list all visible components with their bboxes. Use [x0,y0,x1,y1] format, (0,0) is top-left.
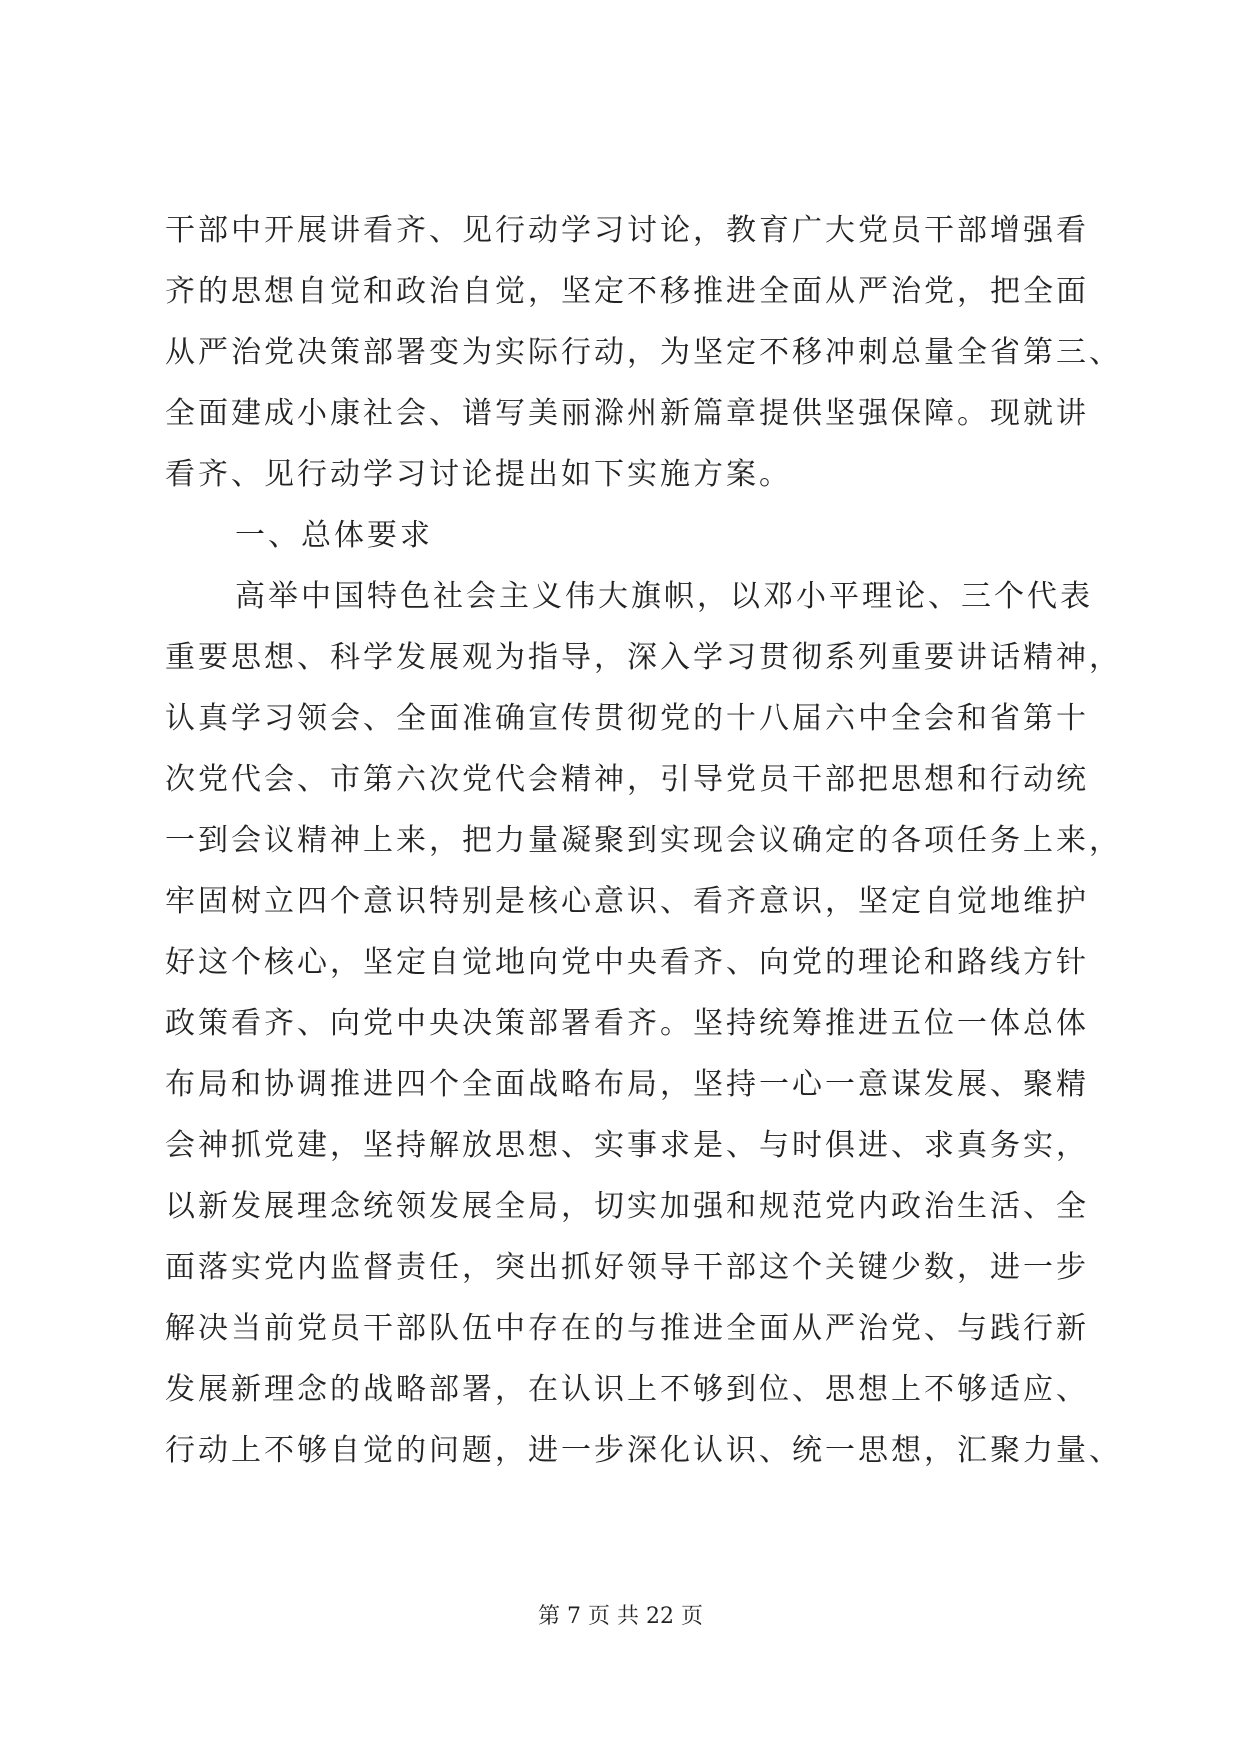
body-line-3: 从严治党决策部署变为实际行动，为坚定不移冲刺总量全省第三、 [165,335,1122,370]
body-line-9: 认真学习领会、全面准确宣传贯彻党的十八届六中全会和省第十 [165,701,1089,736]
body-line-7: 高举中国特色社会主义伟大旗帜，以邓小平理论、三个代表 [235,579,1093,614]
body-line-18: 面落实党内监督责任，突出抓好领导干部这个关键少数，进一步 [165,1250,1089,1285]
body-line-12: 牢固树立四个意识特别是核心意识、看齐意识，坚定自觉地维护 [165,884,1089,919]
body-line-10: 次党代会、市第六次党代会精神，引导党员干部把思想和行动统 [165,762,1089,797]
body-line-11: 一到会议精神上来，把力量凝聚到实现会议确定的各项任务上来， [165,823,1122,858]
body-line-16: 会神抓党建，坚持解放思想、实事求是、与时俱进、求真务实， [165,1128,1089,1163]
body-line-19: 解决当前党员干部队伍中存在的与推进全面从严治党、与践行新 [165,1311,1089,1346]
body-line-17: 以新发展理念统领发展全局，切实加强和规范党内政治生活、全 [165,1189,1089,1224]
body-line-20: 发展新理念的战略部署，在认识上不够到位、思想上不够适应、 [165,1372,1089,1407]
body-line-13: 好这个核心，坚定自觉地向党中央看齐、向党的理论和路线方针 [165,945,1089,980]
body-line-2: 齐的思想自觉和政治自觉，坚定不移推进全面从严治党，把全面 [165,274,1089,309]
body-line-4: 全面建成小康社会、谱写美丽滁州新篇章提供坚强保障。现就讲 [165,396,1089,431]
body-line-21: 行动上不够自觉的问题，进一步深化认识、统一思想，汇聚力量、 [165,1433,1122,1468]
section-heading: 一、总体要求 [235,518,433,553]
body-line-5: 看齐、见行动学习讨论提出如下实施方案。 [165,457,792,492]
body-line-8: 重要思想、科学发展观为指导，深入学习贯彻系列重要讲话精神， [165,640,1122,675]
body-line-15: 布局和协调推进四个全面战略布局，坚持一心一意谋发展、聚精 [165,1067,1089,1102]
body-line-1: 干部中开展讲看齐、见行动学习讨论，教育广大党员干部增强看 [165,213,1089,248]
page-number-footer: 第 7 页 共 22 页 [538,1604,703,1629]
body-line-14: 政策看齐、向党中央决策部署看齐。坚持统筹推进五位一体总体 [165,1006,1089,1041]
